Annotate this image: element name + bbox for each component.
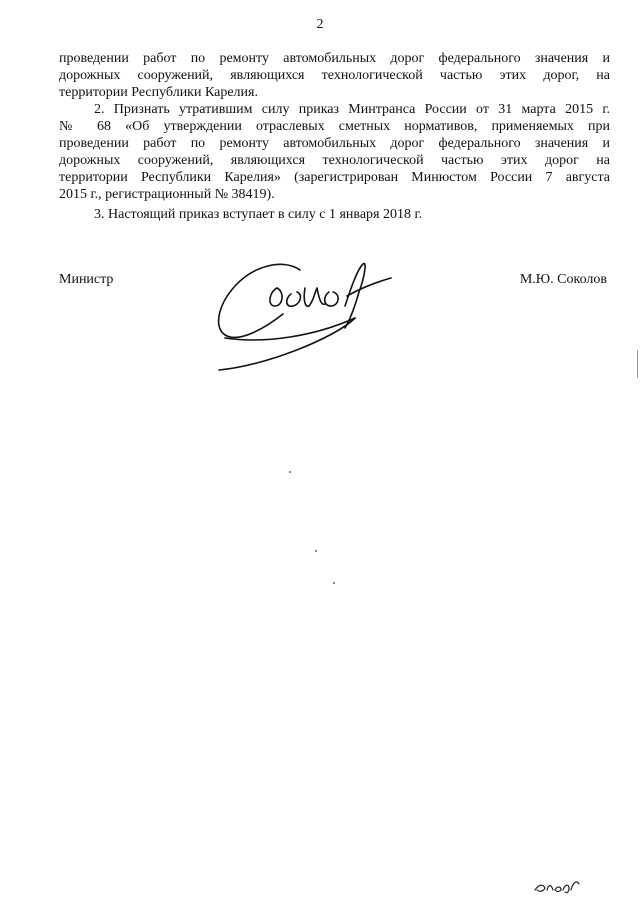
text-line: дорожных сооружений, являющихся технологической частью этих дорог, на (59, 68, 610, 83)
text-line: 2. Признать утратившим силу приказ Минтранса России от 31 марта 2015 г. (94, 102, 610, 117)
text-line: дорожных сооружений, являющихся технологической частью этих дорог на (59, 153, 610, 168)
scan-speck (315, 550, 317, 552)
text-line: № 68 «Об утверждении отраслевых сметных нормативов, применяемых при (59, 119, 610, 134)
signatory-title: Министр (59, 272, 114, 287)
scan-edge-mark (637, 350, 638, 378)
handwritten-annotation (533, 878, 583, 894)
text-line: территории Республики Карелия. (59, 85, 258, 100)
page-number: 2 (316, 17, 324, 32)
handwritten-signature (205, 248, 420, 373)
text-line: проведении работ по ремонту автомобильных дорог федерального значения и (59, 51, 610, 66)
text-line: территории Республики Карелия» (зарегистрирован Минюстом России 7 августа (59, 170, 610, 185)
scan-speck (333, 582, 335, 584)
text-line: проведении работ по ремонту автомобильных дорог федерального значения и (59, 136, 610, 151)
signatory-name: М.Ю. Соколов (519, 272, 607, 287)
scan-speck (289, 471, 291, 473)
text-line: 3. Настоящий приказ вступает в силу с 1 января 2018 г. (94, 207, 423, 222)
text-line: 2015 г., регистрационный № 38419). (59, 187, 275, 202)
